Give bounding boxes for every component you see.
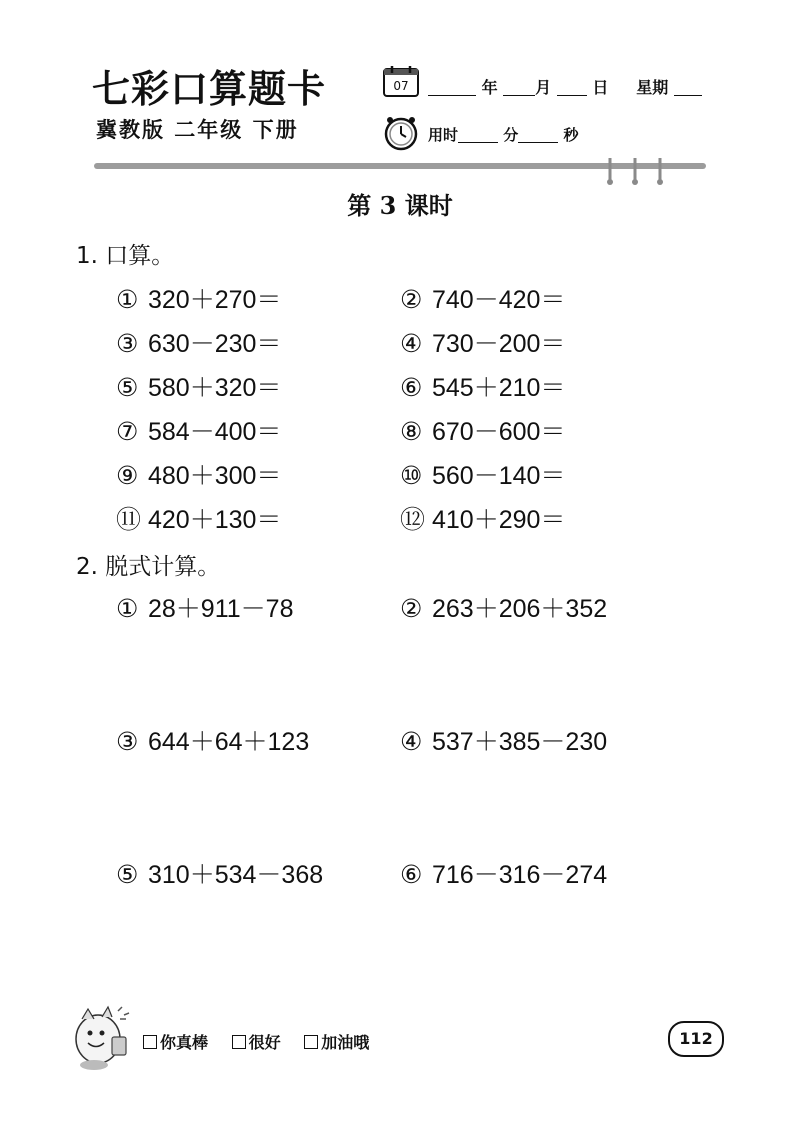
problem-expression: 630－230＝ [148,330,282,358]
step-problem-5 [116,863,323,888]
problem-number: ⑩ [400,462,423,490]
rating-label: 很好 [248,1033,281,1052]
oral-problem-5 [116,376,281,401]
oral-problem-10 [400,464,565,489]
edition-label: 冀教版 二年级 下册 [96,118,299,142]
weekday-blank[interactable] [674,81,702,96]
time-used-label: 用时 [428,126,459,144]
problem-number: ⑦ [116,418,139,446]
rating-label: 你真棒 [160,1033,209,1052]
problem-expression: 740－420＝ [432,286,566,314]
oral-problem-2 [400,288,565,313]
problem-expression: 320＋270＝ [148,286,282,314]
mascot-illustration [68,1003,136,1073]
problem-number: ⑨ [116,462,139,490]
rating-good[interactable] [232,1033,281,1052]
problem-expression: 537＋385－230 [432,728,608,756]
problem-expression: 730－200＝ [432,330,566,358]
brand-title: 七彩口算题卡 [92,67,327,111]
binder-rings-icon [604,156,666,186]
problem-expression: 410＋290＝ [432,506,566,534]
oral-problem-8 [400,420,565,445]
oral-problem-4 [400,332,565,357]
problem-expression: 560－140＝ [432,462,566,490]
page-number: 112 [668,1021,724,1057]
step-problem-4 [400,730,607,755]
section-1-title: 1. 口算。 [76,243,175,269]
problem-expression: 480＋300＝ [148,462,282,490]
oral-problem-11 [116,508,281,533]
self-rating-options [143,1035,387,1051]
problem-expression: 310＋534－368 [148,861,324,889]
time-fill-line [428,128,579,143]
oral-problem-6 [400,376,565,401]
day-blank[interactable] [557,81,587,96]
problem-number: ⑫ [400,506,426,534]
oral-problem-1 [116,288,281,313]
month-blank[interactable] [503,81,535,96]
step-problem-3 [116,730,309,755]
date-fill-line [428,80,702,96]
weekday-label: 星期 [636,78,669,97]
step-problem-6 [400,863,607,888]
step-problem-1 [116,597,293,622]
calendar-day: 07 [393,79,409,93]
problem-expression: 580＋320＝ [148,374,282,402]
checkbox-icon[interactable] [304,1035,318,1049]
problem-expression: 420＋130＝ [148,506,282,534]
problem-number: ③ [116,728,139,756]
problem-number: ⑥ [400,861,423,889]
day-label: 日 [592,78,609,97]
step-problem-2 [400,597,607,622]
problem-number: ⑤ [116,861,139,889]
rating-great[interactable] [143,1033,208,1052]
oral-problem-7 [116,420,281,445]
problem-expression: 28＋911－78 [148,595,294,623]
problem-number: ⑥ [400,374,423,402]
oral-problem-3 [116,332,281,357]
problem-number: ② [400,286,423,314]
problem-number: ⑪ [116,506,142,534]
problem-number: ⑤ [116,374,139,402]
calendar-icon [382,64,420,98]
minutes-blank[interactable] [458,128,498,143]
problem-expression: 545＋210＝ [432,374,566,402]
minutes-label: 分 [503,126,519,144]
problem-expression: 670－600＝ [432,418,566,446]
oral-problem-12 [400,508,565,533]
problem-number: ④ [400,330,423,358]
section-2-title: 2. 脱式计算。 [76,554,221,580]
problem-number: ⑧ [400,418,423,446]
month-label: 月 [535,78,552,97]
problem-expression: 263＋206＋352 [432,595,608,623]
problem-number: ③ [116,330,139,358]
oral-problem-9 [116,464,281,489]
problem-number: ① [116,595,139,623]
problem-number: ④ [400,728,423,756]
year-label: 年 [481,78,498,97]
problem-number: ① [116,286,139,314]
problem-expression: 644＋64＋123 [148,728,310,756]
seconds-blank[interactable] [518,128,558,143]
problem-expression: 584－400＝ [148,418,282,446]
clock-icon [382,114,420,152]
problem-number: ② [400,595,423,623]
year-blank[interactable] [428,81,476,96]
problem-expression: 716－316－274 [432,861,608,889]
seconds-label: 秒 [563,126,579,144]
checkbox-icon[interactable] [232,1035,246,1049]
lesson-title: 第 3 课时 [347,191,453,220]
checkbox-icon[interactable] [143,1035,157,1049]
rating-label: 加油哦 [321,1033,370,1052]
rating-keep-going[interactable] [304,1033,369,1052]
